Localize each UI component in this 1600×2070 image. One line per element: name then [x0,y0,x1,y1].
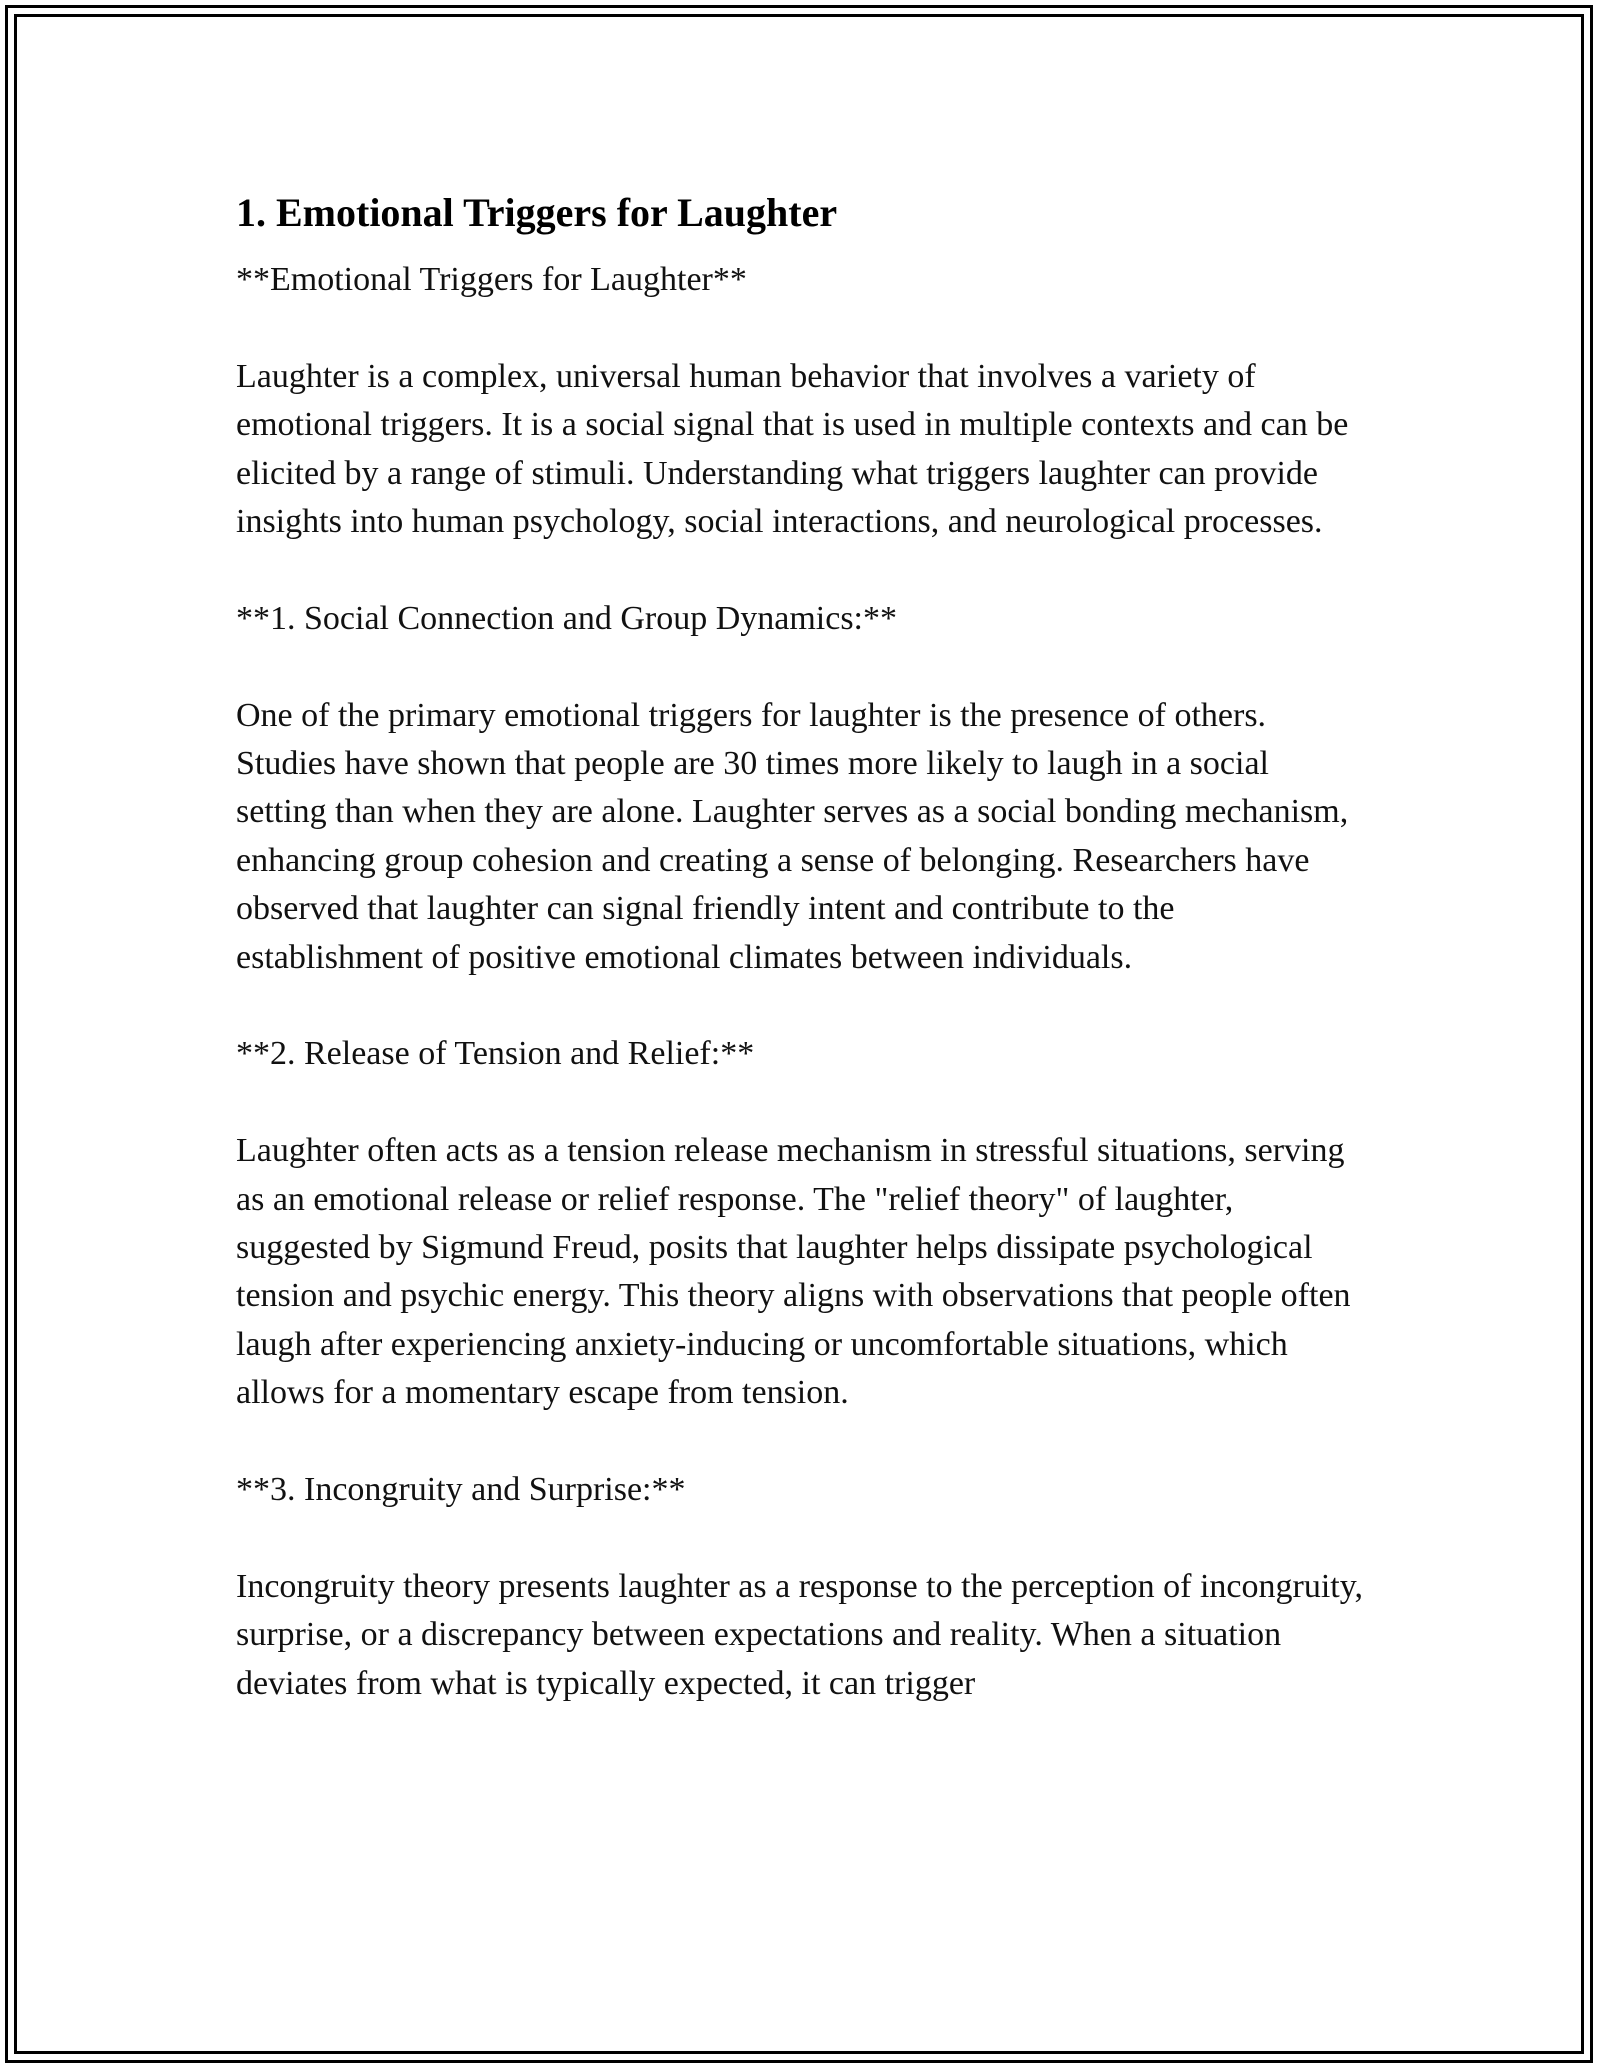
section-heading-tension-relief: **2. Release of Tension and Relief:** [236,1035,755,1073]
tension-relief-paragraph: Laughter often acts as a tension release mechanism in stressful situations, serving as an emotional release or relief response. The "relief theory" of laughter, suggested by Sigmund Freud, posits that laughter helps dissipate psychological tension and psychic energy. This theory aligns with observations that people often laugh after experiencing anxiety-inducing or uncomfortable situations, which allows for a momentary escape from tension. [236,1132,1351,1412]
document-body [236,186,1366,1756]
section-heading-social-connection: **1. Social Connection and Group Dynamics:** [236,599,898,637]
section-heading-incongruity: **3. Incongruity and Surprise:** [236,1471,686,1509]
intro-paragraph: Laughter is a complex, universal human behavior that involves a variety of emotional triggers. It is a social signal that is used in multiple contexts and can be elicited by a range of stimuli. Understanding what triggers laughter can provide insights into human psychology, social interactions, and neurological processes. [236,357,1349,541]
bold-title-line: **Emotional Triggers for Laughter** [236,261,747,298]
incongruity-paragraph: Incongruity theory presents laughter as a response to the perception of incongruity, surprise, or a discrepancy between expectations and reality. When a situation deviates from what is typically expected, it can trigger [236,1567,1364,1702]
social-connection-paragraph: One of the primary emotional triggers for laughter is the presence of others. Studies have shown that people are 30 times more likely to laugh in a social setting than when they are alone. Laughter serves as a social bonding mechanism, enhancing group cohesion and creating a sense of belonging. Researchers have observed that laughter can signal friendly intent and contribute to the establishment of positive emotional climates between individuals. [236,696,1349,976]
page-title: 1. Emotional Triggers for Laughter [236,190,838,235]
